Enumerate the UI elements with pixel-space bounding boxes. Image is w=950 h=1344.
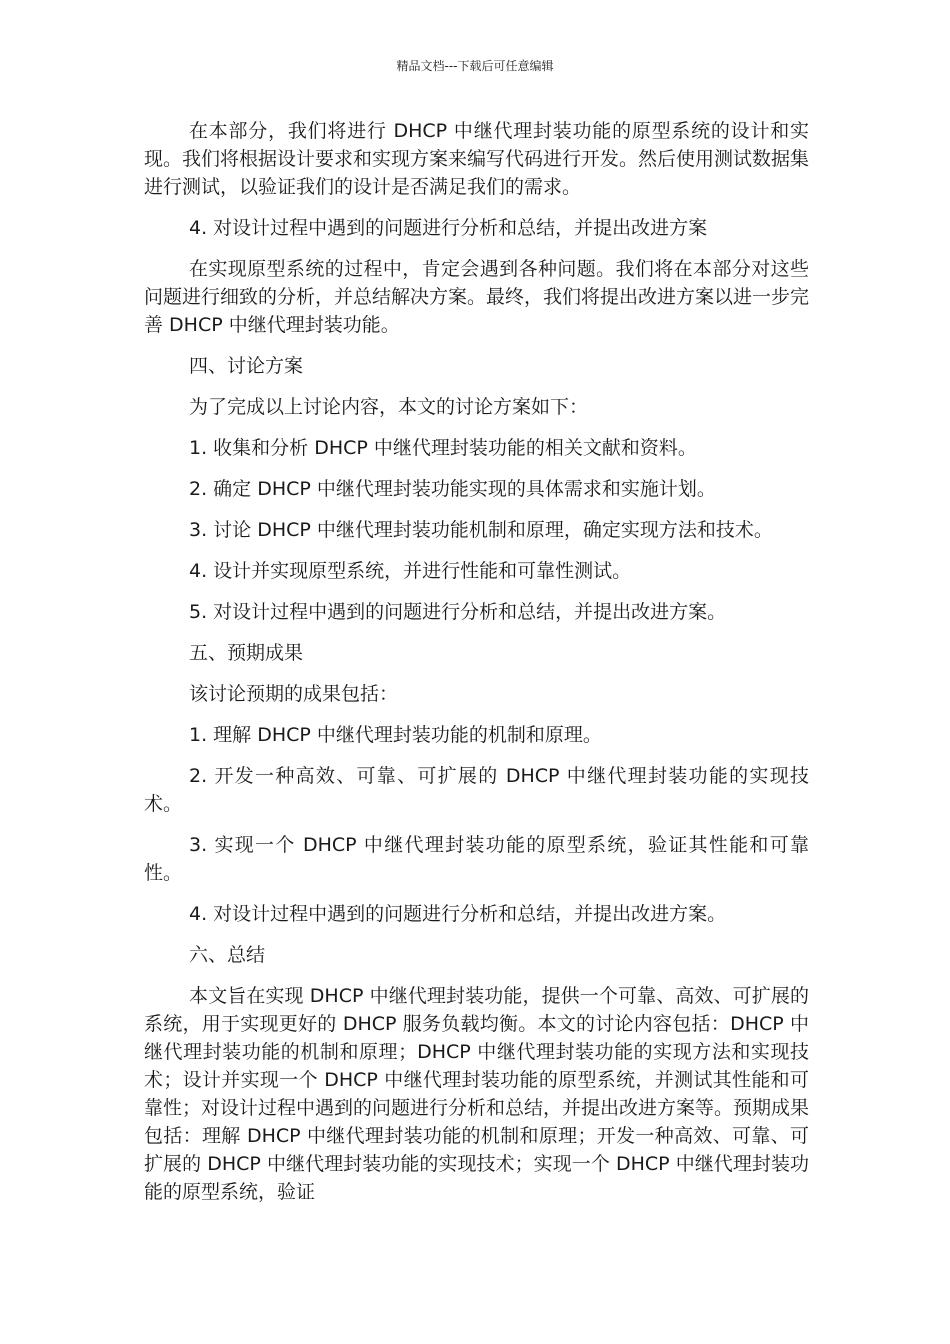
section-heading-expected-results: 五、预期成果 (189, 642, 304, 664)
list-item-plan-4: 4. 设计并实现原型系统，并进行性能和可靠性测试。 (189, 560, 632, 582)
list-item-result-2: 2. 开发一种高效、可靠、可扩展的 DHCP 中继代理封装功能的实现技术。 (144, 765, 809, 815)
list-item-result-4: 4. 对设计过程中遇到的问题进行分析和总结，并提出改进方案。 (189, 903, 727, 925)
list-item-result-3: 3. 实现一个 DHCP 中继代理封装功能的原型系统，验证其性能和可靠性。 (144, 834, 809, 884)
paragraph-step-4-heading: 4. 对设计过程中遇到的问题进行分析和总结，并提出改进方案 (189, 217, 708, 239)
list-item-plan-1: 1. 收集和分析 DHCP 中继代理封装功能的相关文献和资料。 (189, 437, 697, 459)
paragraph-results-intro: 该讨论预期的成果包括： (189, 683, 399, 705)
paragraph-problem-analysis: 在实现原型系统的过程中，肯定会遇到各种问题。我们将在本部分对这些问题进行细致的分析，并总结解决方案。最终，我们将提出改进方案以进一步完善 DHCP 中继代理封装功能。 (144, 258, 810, 336)
page-header: 精品文档---下载后可任意编辑 (396, 59, 554, 73)
list-item-plan-2: 2. 确定 DHCP 中继代理封装功能实现的具体需求和实施计划。 (189, 478, 716, 500)
list-item-plan-5: 5. 对设计过程中遇到的问题进行分析和总结，并提出改进方案。 (189, 601, 727, 623)
paragraph-prototype-implementation: 在本部分，我们将进行 DHCP 中继代理封装功能的原型系统的设计和实现。我们将根据设计要求和实现方案来编写代码进行开发。然后使用测试数据集进行测试，以验证我们的设计是否满足我们的需求。 (144, 120, 810, 198)
section-heading-summary: 六、总结 (189, 944, 266, 966)
paragraph-plan-intro: 为了完成以上讨论内容，本文的讨论方案如下： (189, 396, 589, 418)
section-heading-discussion-plan: 四、讨论方案 (189, 355, 304, 377)
list-item-plan-3: 3. 讨论 DHCP 中继代理封装功能机制和原理，确定实现方法和技术。 (189, 519, 773, 541)
document-body (144, 117, 809, 1219)
paragraph-summary: 本文旨在实现 DHCP 中继代理封装功能，提供一个可靠、高效、可扩展的系统，用于实现更好的 DHCP 服务负载均衡。本文的讨论内容包括：DHCP 中继代理封装功能的机制和原理；DHCP 中继代理封装功能的实现方法和实现技术；设计并实现一个 DHCP 中继代理封装功能的原型系统，并测试其性能和可靠性；对设计过程中遇到的问题进行分析和总结，并提出改进方案等。预期成果包括：理解 DHCP 中继代理封装功能的机制和原理；开发一种高效、可靠、可扩展的 DHCP 中继代理封装功能的实现技术；实现一个 DHCP 中继代理封装功能的原型系统，验证 (144, 985, 810, 1203)
list-item-result-1: 1. 理解 DHCP 中继代理封装功能的机制和原理。 (189, 724, 602, 746)
